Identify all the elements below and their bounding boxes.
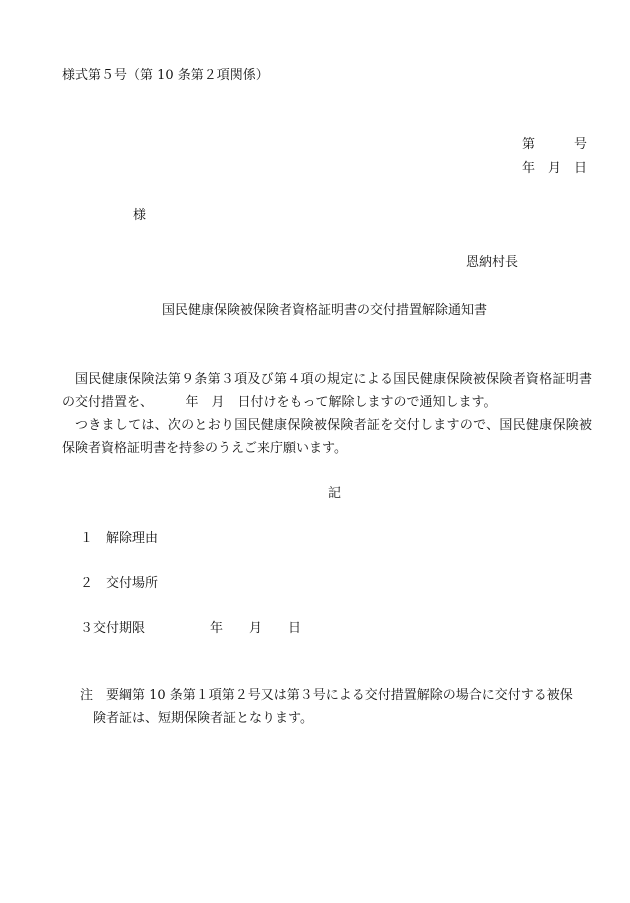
note-line-1: 注 要綱第 10 条第１項第２号又は第３号による交付措置解除の場合に交付する被保 bbox=[80, 688, 573, 703]
item-issue-location: ２ 交付場所 bbox=[80, 576, 159, 591]
document-title: 国民健康保険被保険者資格証明書の交付措置解除通知書 bbox=[162, 303, 488, 318]
note bbox=[80, 684, 592, 730]
body-paragraph-2: つきましては、次のとおり国民健康保険被保険者証を交付しますので、国民健康保険被保険者資格証明書を持参のうえご来庁願います。 bbox=[62, 418, 592, 456]
addressee: 様 bbox=[133, 208, 147, 223]
item-cancellation-reason: １ 解除理由 bbox=[80, 531, 159, 546]
item-issue-deadline: ３交付期限 年 月 日 bbox=[80, 621, 302, 636]
form-number: 様式第５号（第 10 条第２項関係） bbox=[62, 68, 269, 83]
body-paragraph-1: 国民健康保険法第９条第３項及び第４項の規定による国民健康保険被保険者資格証明書の交付措置を、 年 月 日付けをもって解除しますので通知します。 bbox=[62, 372, 592, 410]
document-number: 第 号 bbox=[522, 137, 588, 152]
issuer: 恩納村長 bbox=[466, 255, 519, 270]
ki-heading: 記 bbox=[328, 486, 342, 501]
document-date: 年 月 日 bbox=[522, 161, 588, 176]
note-line-2: 険者証は、短期保険者証となります。 bbox=[93, 711, 313, 726]
